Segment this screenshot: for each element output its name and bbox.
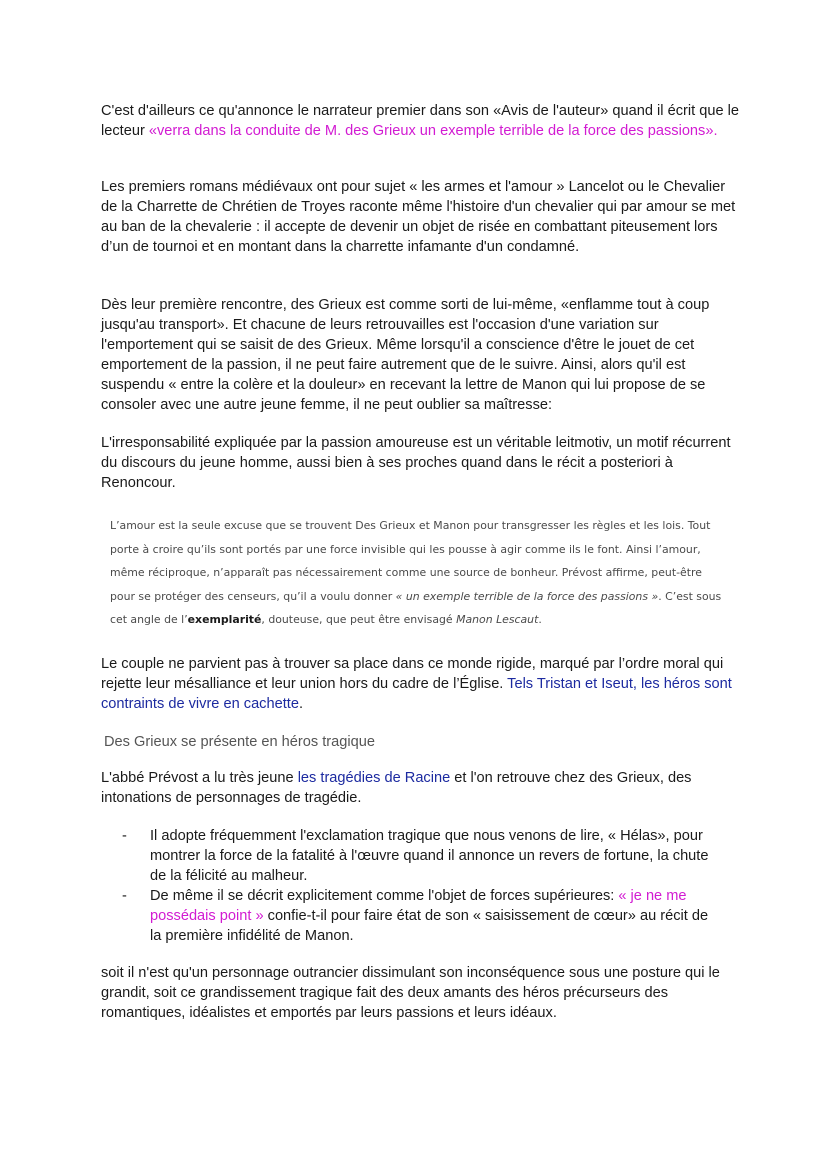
excerpt-text: .	[538, 613, 542, 626]
paragraph-text: Le couple ne parvient pas à trouver sa place dans ce monde rigide, marqué par l’ordre moral qui rejette leur mésalliance et leur union hors du cadre de l’Église.	[101, 656, 724, 692]
paragraph-irresponsabilite: L'irresponsabilité expliquée par la passion amoureuse est un véritable leitmotiv, un motif récurrent du discours du jeune homme, aussi bien à ses proches quand dans le récit a posteriori à Renoncour.	[101, 435, 731, 491]
quoted-excerpt	[110, 514, 730, 632]
list-item-text: Il adopte fréquemment l'exclamation tragique que nous venons de lire, « Hélas», pour montrer la force de la fatalité à l'œuvre quand il annonce un revers de fortune, la chute de la félicité au malheur.	[150, 828, 709, 884]
excerpt-bold: exemplarité	[187, 613, 262, 626]
list-text: confie-t-il pour faire état de son « saisissement de cœur» au récit de la première infidélité de Manon.	[150, 908, 709, 944]
list-item-text	[150, 886, 722, 946]
excerpt-text: L’amour est la seule excuse que se trouvent Des Grieux et Manon pour transgresser les règles et les lois. Tout porte à croire qu’ils sont portés par une force invisible qui les pousse à agir comme ils le font. Ainsi l’amour, même réciproque, n’apparaît pas nécessairement comme une source de bonheur. Prévost affirme, peut-être pour se protéger des censeurs, qu’il a voulu donner	[110, 519, 711, 603]
pink-quote: « je ne me possédais point »	[150, 888, 687, 924]
paragraph-romans-medievaux: Les premiers romans médiévaux ont pour sujet « les armes et l'amour » Lancelot ou le Chevalier de la Charrette de Chrétien de Troyes raconte même l'histoire d'un chevalier qui par amour se met au ban de la chevalerie : il accepte de devenir un objet de risée en combattant piteusement lors d’un de tournoi et en montant dans la charrette infamante d'un condamné.	[101, 179, 736, 255]
list-item	[122, 886, 722, 946]
paragraph-premiere-rencontre: Dès leur première rencontre, des Grieux est comme sorti de lui-même, «enflamme tout à coup jusqu'au transport». Et chacune de leurs retrouvailles est l'occasion d'une variation sur l'emportement qui se saisit de des Grieux. Même lorsqu'il a conscience d'être le jouet de cet emportement de la passion, il ne peut faire autrement que de le suivre. Ainsi, alors qu'il est suspendu « entre la colère et la douleur» en recevant la lettre de Manon qui lui propose de se consoler avec une autre jeune femme, il ne peut oublier sa maîtresse:	[101, 297, 710, 413]
link-tragedies-racine[interactable]: les tragédies de Racine	[297, 770, 451, 786]
excerpt-text: , douteuse, que peut être envisagé	[261, 613, 457, 626]
list-item	[122, 826, 722, 886]
pink-quote: «verra dans la conduite de M. des Grieux un exemple terrible de la force des passions».	[148, 123, 718, 139]
subheading: Des Grieux se présente en héros tragique	[104, 734, 375, 750]
paragraph-text: C'est d'ailleurs ce qu'annonce le narrateur premier dans son «Avis de l'auteur» quand il écrit que le lecteur	[101, 103, 739, 139]
paragraph-abbe-prevost	[101, 768, 741, 808]
paragraph-text: et l'on retrouve chez des Grieux, des intonations de personnages de tragédie.	[101, 770, 692, 806]
paragraph-avis-auteur	[101, 101, 741, 141]
excerpt-italic: « un exemple terrible de la force des passions »	[395, 589, 659, 603]
link-tristan-iseut[interactable]: Tels Tristan et Iseut, les héros sont contraints de vivre en cachette	[101, 676, 732, 712]
list-text: De même il se décrit explicitement comme l'objet de forces supérieures:	[150, 888, 619, 904]
paragraph-conclusion: soit il n'est qu'un personnage outrancier dissimulant son inconséquence sous une posture qui le grandit, soit ce grandissement tragique fait des deux amants des héros précurseurs des romantiques, idéalistes et emportés par leurs passions et leurs idéaux.	[101, 965, 720, 1021]
excerpt-text: . C’est sous cet angle de l’	[110, 589, 722, 626]
list-dash: -	[122, 888, 127, 904]
paragraph-couple	[101, 654, 741, 714]
list-dash: -	[122, 828, 127, 844]
paragraph-text: L'abbé Prévost a lu très jeune	[101, 770, 298, 786]
excerpt-italic: Manon Lescaut	[456, 613, 539, 626]
paragraph-text: .	[298, 696, 303, 712]
